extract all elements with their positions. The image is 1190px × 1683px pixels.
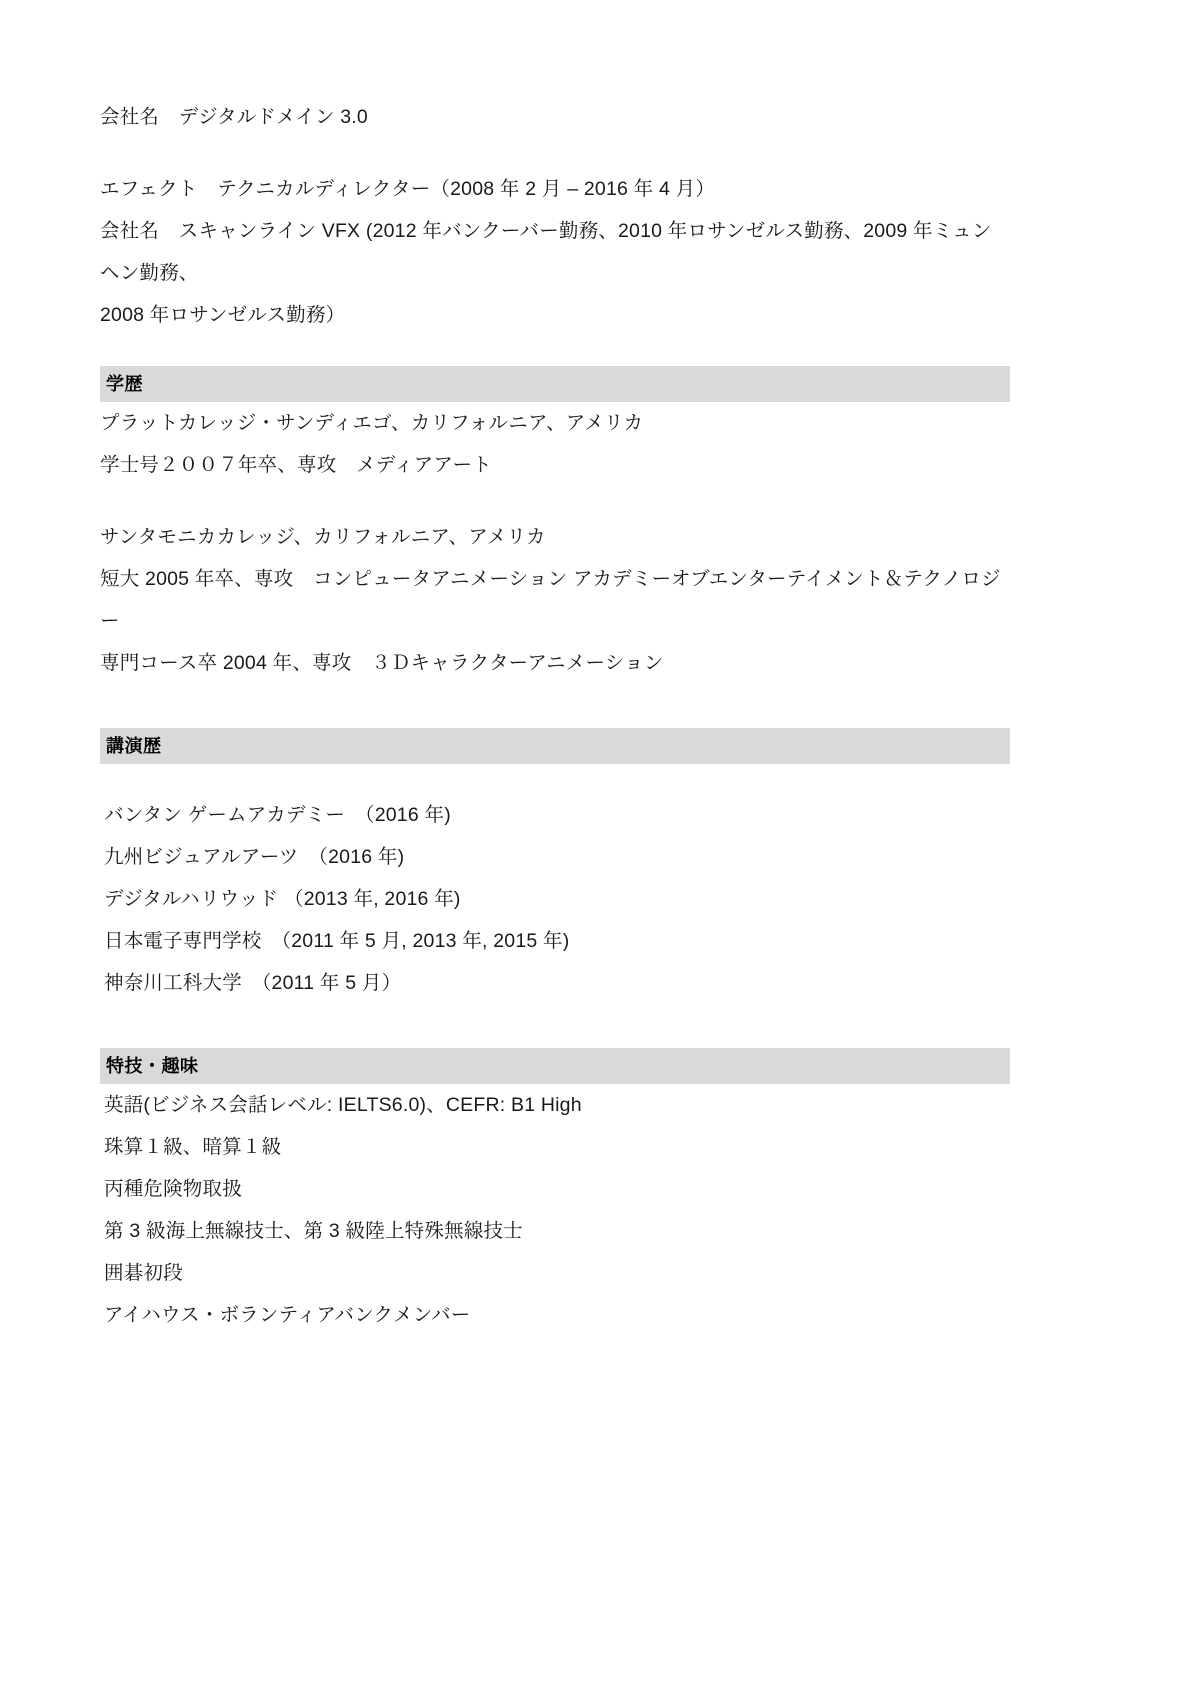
education-line-5: 専門コース卒 2004 年、専攻 ３Ｄキャラクターアニメーション [100,652,664,674]
education-line-1: プラットカレッジ・サンディエゴ、カリフォルニア、アメリカ [100,412,644,434]
section-heading-skills: 特技・趣味 [100,1048,1010,1084]
education-line-3: サンタモニカカレッジ、カリフォルニア、アメリカ [100,526,546,548]
company-line-2-continued: 2008 年ロサンゼルス勤務） [100,304,346,326]
skill-line-4: 第 3 級海上無線技士、第 3 級陸上特殊無線技士 [104,1220,523,1242]
spacer [100,138,1010,168]
education-line-2: 学士号２００７年卒、専攻 メディアアート [100,454,492,476]
skill-line-5: 囲碁初段 [104,1262,183,1284]
document-body [100,96,1010,1336]
company-line-2: 会社名 スキャンライン VFX (2012 年バンクーバー勤務、2010 年ロサンゼルス勤務、2009 年ミュンヘン勤務、 [100,220,992,284]
company-line-1: 会社名 デジタルドメイン 3.0 [100,106,368,128]
section-heading-lectures: 講演歴 [100,728,1010,764]
skill-line-2: 珠算１級、暗算１級 [104,1136,282,1158]
skill-line-6: アイハウス・ボランティアバンクメンバー [104,1304,471,1326]
lecture-line-3: デジタルハリウッド （2013 年, 2016 年) [104,888,461,910]
lecture-line-4: 日本電子専門学校 （2011 年 5 月, 2013 年, 2015 年) [104,930,570,952]
skill-line-3: 丙種危険物取扱 [104,1178,242,1200]
lecture-line-1: バンタン ゲームアカデミー （2016 年) [104,804,451,826]
role-line: エフェクト テクニカルディレクター（2008 年 2 月 – 2016 年 4 月） [100,178,716,200]
lecture-line-2: 九州ビジュアルアーツ （2016 年) [104,846,405,868]
education-line-4: 短大 2005 年卒、専攻 コンピュータアニメーション アカデミーオブエンターテイメント＆テクノロジー [100,568,1001,632]
spacer [100,764,1010,794]
spacer [100,486,1010,516]
spacer [100,684,1010,728]
skill-line-1: 英語(ビジネス会話レベル: IELTS6.0)、CEFR: B1 High [104,1094,582,1116]
lecture-line-5: 神奈川工科大学 （2011 年 5 月） [104,972,402,994]
spacer [100,1004,1010,1048]
spacer [100,336,1010,366]
section-heading-education: 学歴 [100,366,1010,402]
